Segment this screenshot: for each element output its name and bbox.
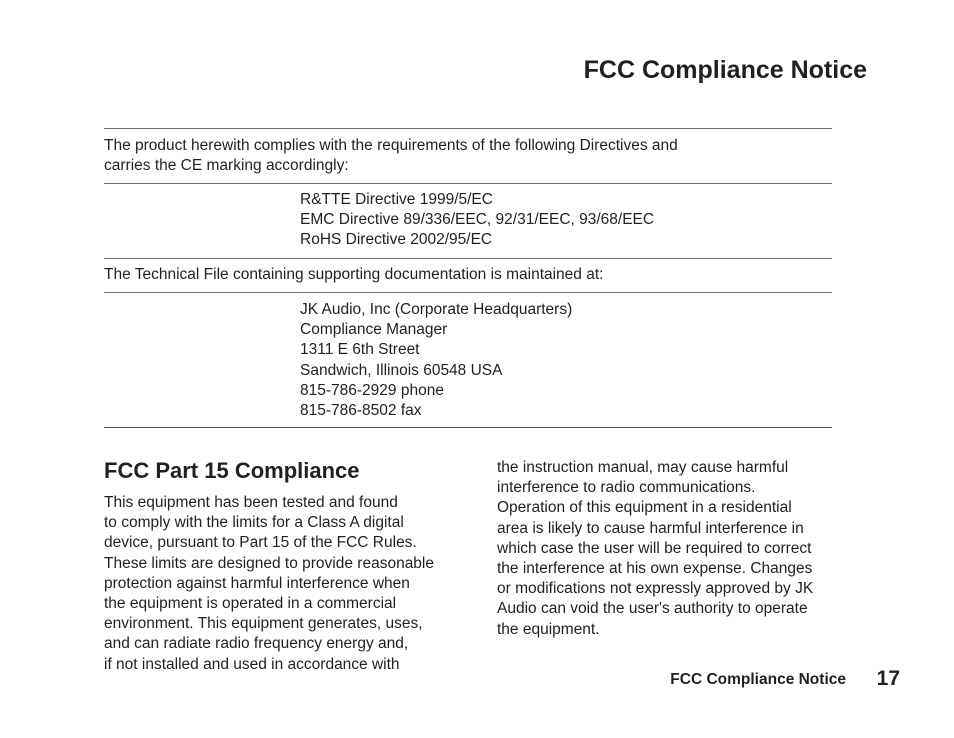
text-line: interference to radio communications. [497,479,756,497]
text-line: to comply with the limits for a Class A digital [104,514,404,532]
directives-list [300,190,654,251]
text-line: device, pursuant to Part 15 of the FCC Rules. [104,534,417,552]
address-line: Sandwich, Illinois 60548 USA [300,361,503,379]
text-line: the equipment. [497,620,600,638]
text-line: area is likely to cause harmful interference in [497,519,804,537]
text-line: Operation of this equipment in a residential [497,499,792,517]
text-line: or modifications not expressly approved by JK [497,580,814,598]
right-column-paragraph [497,458,813,640]
text-line: environment. This equipment generates, uses, [104,615,423,633]
address-line: 1311 E 6th Street [300,341,420,359]
text-line: the interference at his own expense. Changes [497,560,813,578]
divider [104,258,832,259]
text-line: This equipment has been tested and found [104,494,398,511]
text-line: carries the CE marking accordingly: [104,157,349,175]
text-line: which case the user will be required to correct [497,539,812,557]
divider [104,427,832,428]
address-block [300,300,572,421]
section-heading: FCC Part 15 Compliance [104,458,360,483]
address-line: JK Audio, Inc (Corporate Headquarters) [300,301,573,318]
directive-item: EMC Directive 89/336/EEC, 92/31/EEC, 93/68/EEC [300,211,655,229]
footer-section-label: FCC Compliance Notice [670,671,846,688]
address-line: Compliance Manager [300,321,448,339]
address-line: 815-786-2929 phone [300,381,444,399]
divider [104,128,832,129]
directive-item: R&TTE Directive 1999/5/EC [300,191,493,208]
text-line: The product herewith complies with the requirements of the following Directives and [104,137,678,154]
text-line: Audio can void the user's authority to operate [497,600,808,618]
left-column-paragraph [104,493,434,675]
divider [104,292,832,293]
directive-item: RoHS Directive 2002/95/EC [300,231,493,249]
technical-file-line: The Technical File containing supporting documentation is maintained at: [104,266,604,283]
page-number: 17 [876,667,900,690]
intro-paragraph [104,136,678,176]
divider [104,183,832,184]
text-line: protection against harmful interference when [104,574,410,592]
page-title: FCC Compliance Notice [583,56,867,84]
text-line: These limits are designed to provide reasonable [104,554,434,572]
text-line: and can radiate radio frequency energy and, [104,635,409,653]
address-line: 815-786-8502 fax [300,402,422,420]
text-line: the instruction manual, may cause harmful [497,459,789,476]
text-line: if not installed and used in accordance with [104,655,400,673]
text-line: the equipment is operated in a commercial [104,595,397,613]
